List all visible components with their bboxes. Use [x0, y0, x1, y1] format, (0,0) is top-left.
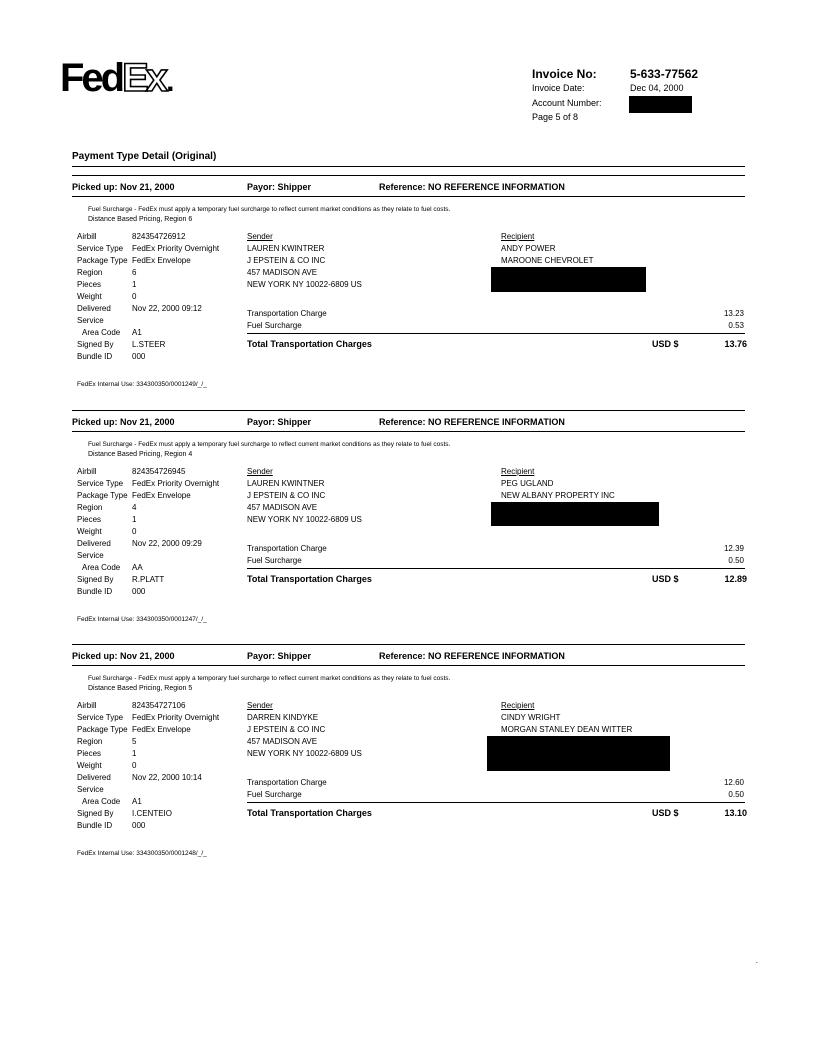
package-type-label: Package Type — [77, 725, 128, 734]
package-type-label: Package Type — [77, 256, 128, 265]
payor: Payor: Shipper — [247, 182, 312, 192]
fuel-surcharge-label: Fuel Surcharge — [247, 790, 302, 799]
recipient-label: Recipient — [501, 467, 535, 476]
reference: Reference: NO REFERENCE INFORMATION — [379, 182, 565, 192]
pieces: 1 — [132, 515, 137, 524]
reference: Reference: NO REFERENCE INFORMATION — [379, 417, 565, 427]
transportation-charge: 12.60 — [723, 778, 744, 787]
weight-label: Weight — [77, 527, 102, 536]
recipient-name: ANDY POWER — [501, 244, 556, 253]
shipment-section — [0, 410, 816, 645]
fuel-surcharge-note: Fuel Surcharge - FedEx must apply a temporary fuel surcharge to reflect current market conditions as they relate to fuel costs. — [88, 441, 451, 448]
transportation-charge-label: Transportation Charge — [247, 778, 327, 787]
area-code: AA — [132, 563, 143, 572]
pieces-label: Pieces — [77, 749, 102, 758]
bundle-id-label: Bundle ID — [77, 352, 113, 361]
recipient-label: Recipient — [501, 701, 535, 710]
sender-city: NEW YORK NY 10022-6809 US — [247, 515, 362, 524]
region: 5 — [132, 737, 137, 746]
delivered-date: Nov 22, 2000 10:14 — [132, 773, 202, 782]
recipient-company: NEW ALBANY PROPERTY INC — [501, 491, 615, 500]
sender-label: Sender — [247, 467, 273, 476]
invoice-date: Dec 04, 2000 — [630, 83, 684, 93]
total-label: Total Transportation Charges — [247, 574, 372, 584]
bundle-id-label: Bundle ID — [77, 587, 113, 596]
sender-label: Sender — [247, 701, 273, 710]
airbill-number: 824354726945 — [132, 467, 186, 476]
pieces-label: Pieces — [77, 515, 102, 524]
invoice-date-label: Invoice Date: — [532, 83, 585, 93]
airbill-number: 824354726912 — [132, 232, 186, 241]
total-label: Total Transportation Charges — [247, 339, 372, 349]
airbill-label: Airbill — [77, 701, 97, 710]
title-rule — [72, 166, 745, 167]
sender-city: NEW YORK NY 10022-6809 US — [247, 749, 362, 758]
internal-use: FedEx Internal Use: 334300350/0001249/_/_ — [77, 381, 207, 388]
shipment-section — [0, 175, 816, 410]
region-label: Region — [77, 503, 103, 512]
invoice-no-label: Invoice No: — [532, 67, 597, 81]
area-code-label: Area Code — [82, 328, 121, 337]
footer-mark: . — [755, 956, 758, 965]
page-title: Payment Type Detail (Original) — [72, 151, 217, 162]
area-code: A1 — [132, 328, 142, 337]
recipient-label: Recipient — [501, 232, 535, 241]
service-type: FedEx Priority Overnight — [132, 713, 220, 722]
airbill-number: 824354727106 — [132, 701, 186, 710]
section-header-rule — [72, 431, 745, 432]
section-top-rule — [72, 644, 745, 645]
currency: USD $ — [652, 808, 679, 818]
region: 6 — [132, 268, 137, 277]
recipient-name: PEG UGLAND — [501, 479, 554, 488]
transportation-charge: 13.23 — [723, 309, 744, 318]
area-code: A1 — [132, 797, 142, 806]
fuel-surcharge-label: Fuel Surcharge — [247, 556, 302, 565]
pricing-note: Distance Based Pricing, Region 6 — [88, 216, 193, 223]
sender-company: J EPSTEIN & CO INC — [247, 491, 326, 500]
package-type: FedEx Envelope — [132, 725, 191, 734]
sender-name: LAUREN KWINTRER — [247, 244, 325, 253]
delivered-label: Delivered — [77, 304, 111, 313]
total-amount: 13.10 — [724, 808, 747, 818]
sender-name: DARREN KINDYKE — [247, 713, 319, 722]
picked-up-date: Picked up: Nov 21, 2000 — [72, 651, 175, 661]
airbill-label: Airbill — [77, 232, 97, 241]
delivered-date: Nov 22, 2000 09:29 — [132, 539, 202, 548]
payor: Payor: Shipper — [247, 417, 312, 427]
currency: USD $ — [652, 339, 679, 349]
total-amount: 12.89 — [724, 574, 747, 584]
service-type: FedEx Priority Overnight — [132, 479, 220, 488]
weight: 0 — [132, 761, 137, 770]
service-label: Service — [77, 316, 104, 325]
region: 4 — [132, 503, 137, 512]
sender-street: 457 MADISON AVE — [247, 268, 318, 277]
airbill-label: Airbill — [77, 467, 97, 476]
shipment-section — [0, 644, 816, 879]
pricing-note: Distance Based Pricing, Region 5 — [88, 685, 193, 692]
sender-street: 457 MADISON AVE — [247, 503, 318, 512]
service-type-label: Service Type — [77, 713, 124, 722]
signed-by: L.STEER — [132, 340, 166, 349]
transportation-charge-label: Transportation Charge — [247, 544, 327, 553]
fuel-surcharge-label: Fuel Surcharge — [247, 321, 302, 330]
picked-up-date: Picked up: Nov 21, 2000 — [72, 417, 175, 427]
section-top-rule — [72, 175, 745, 176]
service-label: Service — [77, 785, 104, 794]
fedex-logo: FedEx. — [60, 56, 172, 100]
delivered-date: Nov 22, 2000 09:12 — [132, 304, 202, 313]
package-type-label: Package Type — [77, 491, 128, 500]
total-label: Total Transportation Charges — [247, 808, 372, 818]
weight-label: Weight — [77, 761, 102, 770]
weight-label: Weight — [77, 292, 102, 301]
recipient-address-redaction — [487, 736, 670, 771]
delivered-label: Delivered — [77, 773, 111, 782]
section-header-rule — [72, 196, 745, 197]
internal-use: FedEx Internal Use: 334300350/0001248/_/_ — [77, 850, 207, 857]
signed-by-label: Signed By — [77, 340, 114, 349]
service-type-label: Service Type — [77, 479, 124, 488]
page-indicator: Page 5 of 8 — [532, 112, 579, 122]
section-header-rule — [72, 665, 745, 666]
pricing-note: Distance Based Pricing, Region 4 — [88, 451, 193, 458]
area-code-label: Area Code — [82, 797, 121, 806]
bundle-id: 000 — [132, 352, 146, 361]
fuel-surcharge-note: Fuel Surcharge - FedEx must apply a temporary fuel surcharge to reflect current market conditions as they relate to fuel costs. — [88, 675, 451, 682]
recipient-company: MORGAN STANLEY DEAN WITTER — [501, 725, 633, 734]
recipient-address-redaction — [491, 502, 659, 526]
currency: USD $ — [652, 574, 679, 584]
reference: Reference: NO REFERENCE INFORMATION — [379, 651, 565, 661]
total-rule — [247, 333, 745, 334]
sender-company: J EPSTEIN & CO INC — [247, 725, 326, 734]
signed-by-label: Signed By — [77, 575, 114, 584]
recipient-address-redaction — [491, 267, 646, 292]
recipient-name: CINDY WRIGHT — [501, 713, 561, 722]
signed-by-label: Signed By — [77, 809, 114, 818]
region-label: Region — [77, 737, 103, 746]
pieces-label: Pieces — [77, 280, 102, 289]
fuel-surcharge: 0.53 — [728, 321, 744, 330]
account-number-redaction — [629, 96, 692, 113]
sender-label: Sender — [247, 232, 273, 241]
sender-city: NEW YORK NY 10022-6809 US — [247, 280, 362, 289]
picked-up-date: Picked up: Nov 21, 2000 — [72, 182, 175, 192]
fuel-surcharge: 0.50 — [728, 790, 744, 799]
service-label: Service — [77, 551, 104, 560]
bundle-id: 000 — [132, 587, 146, 596]
signed-by: R.PLATT — [132, 575, 165, 584]
bundle-id-label: Bundle ID — [77, 821, 113, 830]
account-number-label: Account Number: — [532, 98, 602, 108]
bundle-id: 000 — [132, 821, 146, 830]
fuel-surcharge-note: Fuel Surcharge - FedEx must apply a temporary fuel surcharge to reflect current market conditions as they relate to fuel costs. — [88, 206, 451, 213]
sender-street: 457 MADISON AVE — [247, 737, 318, 746]
delivered-label: Delivered — [77, 539, 111, 548]
region-label: Region — [77, 268, 103, 277]
weight: 0 — [132, 527, 137, 536]
area-code-label: Area Code — [82, 563, 121, 572]
package-type: FedEx Envelope — [132, 491, 191, 500]
invoice-no: 5-633-77562 — [630, 67, 699, 81]
service-type: FedEx Priority Overnight — [132, 244, 220, 253]
section-top-rule — [72, 410, 745, 411]
package-type: FedEx Envelope — [132, 256, 191, 265]
transportation-charge: 12.39 — [723, 544, 744, 553]
sender-name: LAUREN KWINTNER — [247, 479, 325, 488]
sender-company: J EPSTEIN & CO INC — [247, 256, 326, 265]
fuel-surcharge: 0.50 — [728, 556, 744, 565]
recipient-company: MAROONE CHEVROLET — [501, 256, 594, 265]
internal-use: FedEx Internal Use: 334300350/0001247/_/_ — [77, 616, 207, 623]
total-rule — [247, 802, 745, 803]
pieces: 1 — [132, 749, 137, 758]
payor: Payor: Shipper — [247, 651, 312, 661]
pieces: 1 — [132, 280, 137, 289]
transportation-charge-label: Transportation Charge — [247, 309, 327, 318]
total-amount: 13.76 — [724, 339, 747, 349]
service-type-label: Service Type — [77, 244, 124, 253]
weight: 0 — [132, 292, 137, 301]
total-rule — [247, 568, 745, 569]
signed-by: I.CENTEIO — [132, 809, 173, 818]
